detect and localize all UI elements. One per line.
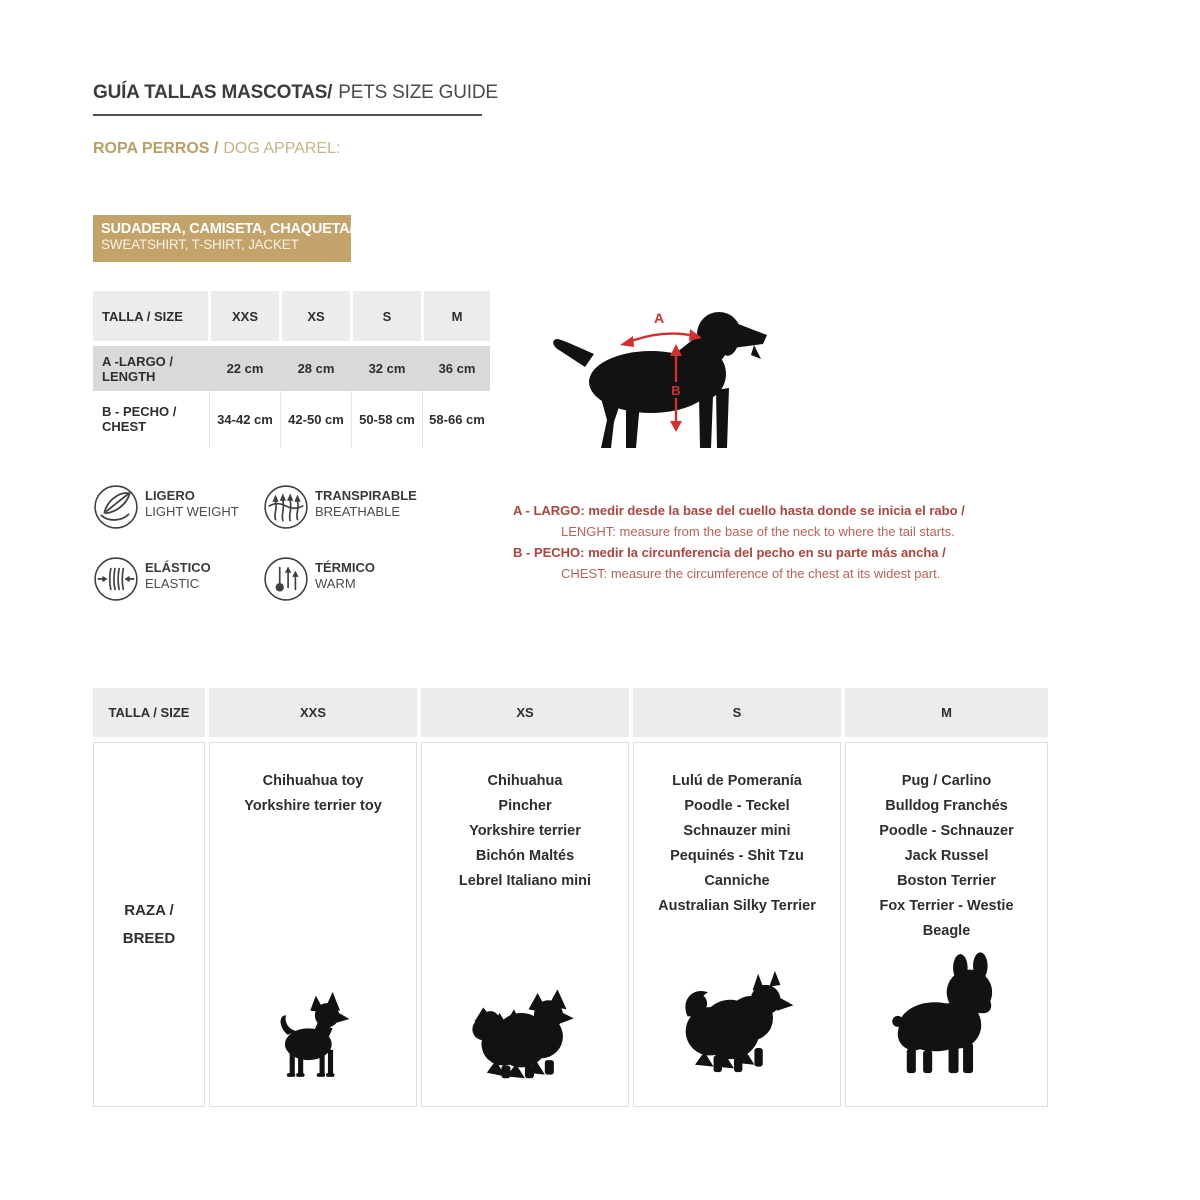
french-bulldog-silhouette <box>885 952 1003 1078</box>
breed-line: Pequinés - Shit Tzu <box>670 848 804 864</box>
feature-name-en: LIGHT WEIGHT <box>145 504 239 519</box>
breed-line: Poodle - Schnauzer <box>879 823 1014 839</box>
page-title-en: PETS SIZE GUIDE <box>338 82 498 103</box>
chest-s: 50-58 cm <box>359 411 415 427</box>
longhair-chihuahua-silhouette <box>464 984 584 1080</box>
size-table-header-xxs: XXS <box>211 291 279 341</box>
length-xxs: 22 cm <box>226 361 264 376</box>
page-subtitle <box>93 140 340 158</box>
dog-tongue <box>751 345 761 359</box>
feature-name-en: ELASTIC <box>145 576 200 591</box>
feature-name-es: ELÁSTICO <box>145 560 211 575</box>
feature-transpirable <box>315 488 417 520</box>
feature-termico <box>315 560 375 592</box>
chihuahua-silhouette <box>271 988 355 1078</box>
breed-line: Yorkshire terrier toy <box>244 798 382 814</box>
dog-muzzle <box>733 322 767 348</box>
measure-diagram <box>548 298 800 456</box>
note-a-text-es: medir desde la base del cuello hasta donde se inicia el rabo / <box>584 503 965 518</box>
measure-notes <box>513 500 983 584</box>
chest-xxs: 34-42 cm <box>217 411 273 427</box>
page-subtitle-en: DOG APPAREL: <box>223 140 341 157</box>
arrow-b-head-down <box>670 421 682 432</box>
feature-name-es: TRANSPIRABLE <box>315 488 417 503</box>
breed-line: Chihuahua toy <box>262 773 364 789</box>
breed-table-header-xs: XS <box>421 688 629 737</box>
breed-line: Pug / Carlino <box>901 773 992 789</box>
breed-list-xs <box>422 743 628 894</box>
note-a-line-es <box>513 500 983 521</box>
breed-table-header-xxs: XXS <box>209 688 417 737</box>
length-xs: 28 cm <box>297 361 335 376</box>
length-row-label: A -LARGO / LENGTH <box>102 353 174 384</box>
breed-line: Bichón Maltés <box>475 848 575 864</box>
breed-line: Pincher <box>498 798 552 814</box>
breed-line: Lulú de Pomeranía <box>672 773 802 789</box>
breed-table-header-s: S <box>633 688 841 737</box>
breed-line: Chihuahua <box>487 773 563 789</box>
breed-line: Boston Terrier <box>897 873 996 889</box>
breed-line: Canniche <box>704 873 770 889</box>
divider <box>280 391 281 447</box>
breed-table-header-m: M <box>845 688 1048 737</box>
divider <box>351 391 352 447</box>
thermometer-icon <box>263 556 309 602</box>
chest-xs: 42-50 cm <box>288 411 344 427</box>
note-a-line-en: LENGHT: measure from the base of the neck to where the tail starts. <box>561 524 955 539</box>
raza-label-line2: BREED <box>122 929 176 947</box>
breed-line: Australian Silky Terrier <box>658 898 816 914</box>
breed-list-s <box>634 743 840 919</box>
breed-line: Schnauzer mini <box>683 823 791 839</box>
breed-line: Beagle <box>922 923 971 939</box>
feature-name-es: TÉRMICO <box>315 560 375 575</box>
feather-icon <box>93 484 139 530</box>
breed-line: Jack Russel <box>904 848 989 864</box>
note-a-title: A - LARGO: <box>513 503 585 518</box>
arrow-a-head-left <box>620 336 634 347</box>
breed-line: Yorkshire terrier <box>469 823 581 839</box>
breed-line: Lebrel Italiano mini <box>458 873 592 889</box>
page-title-es: GUÍA TALLAS MASCOTAS/ <box>93 82 333 103</box>
category-box <box>93 215 354 262</box>
breed-table-header-talla: TALLA / SIZE <box>93 688 205 737</box>
length-s: 32 cm <box>368 361 406 376</box>
breed-list-xxs <box>210 743 416 819</box>
note-b-line-es <box>513 542 983 563</box>
raza-label-line1: RAZA / <box>124 901 174 919</box>
length-m: 36 cm <box>438 361 476 376</box>
arrow-a-label: A <box>653 310 665 326</box>
category-line-es: SUDADERA, CAMISETA, CHAQUETA/ <box>101 221 354 237</box>
feature-name-es: LIGERO <box>145 488 195 503</box>
page-subtitle-es: ROPA PERROS / <box>93 140 219 157</box>
feature-name-en: BREATHABLE <box>315 504 401 519</box>
breathable-icon <box>263 484 309 530</box>
elastic-icon <box>93 556 139 602</box>
size-table-header-m: M <box>424 291 490 341</box>
size-table-header-s: S <box>353 291 421 341</box>
divider <box>422 391 423 447</box>
chest-m: 58-66 cm <box>429 411 485 427</box>
feature-ligero <box>145 488 239 520</box>
note-b-line-en: CHEST: measure the circumference of the chest at its widest part. <box>561 566 941 581</box>
arrow-b-label: B <box>671 383 681 398</box>
breed-row-label-cell <box>93 742 205 1107</box>
divider <box>209 391 210 447</box>
dog-tail <box>553 339 594 367</box>
pomeranian-silhouette <box>669 968 799 1076</box>
size-table-header-talla: TALLA / SIZE <box>93 291 208 341</box>
note-b-title: B - PECHO: <box>513 545 585 560</box>
labrador-silhouette <box>548 298 800 456</box>
size-table-header-xs: XS <box>282 291 350 341</box>
breed-list-m <box>846 743 1047 944</box>
chest-row-label: B - PECHO / CHEST <box>102 404 177 434</box>
breed-line: Poodle - Teckel <box>684 798 790 814</box>
feature-elastico <box>145 560 211 592</box>
page-title <box>93 82 498 104</box>
category-line-en: SWEATSHIRT, T-SHIRT, JACKET <box>101 237 299 252</box>
title-underline <box>93 114 482 116</box>
breed-line: Bulldog Franchés <box>885 798 1008 814</box>
feature-name-en: WARM <box>315 576 356 591</box>
note-b-text-es: medir la circunferencia del pecho en su parte más ancha / <box>584 545 946 560</box>
breed-line: Fox Terrier - Westie <box>879 898 1014 914</box>
arrow-a-line <box>629 334 695 342</box>
